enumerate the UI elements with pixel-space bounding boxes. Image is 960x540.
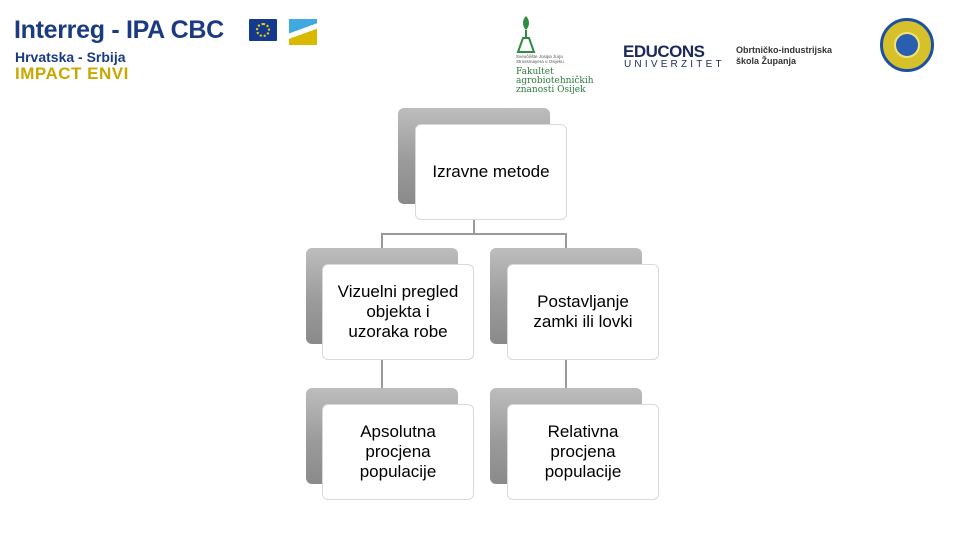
- skola-line-1: Obrtničko-industrijska: [736, 45, 833, 55]
- root-node-label: Izravne metode: [432, 162, 550, 181]
- impact-envi-label: IMPACT ENVI: [15, 64, 129, 83]
- node-4-label: Relativna procjena populacije: [544, 422, 622, 481]
- interreg-title: Interreg - IPA CBC: [14, 16, 224, 44]
- node-2-label: Postavljanje zamki ili lovki: [533, 292, 633, 331]
- educons-logo: [623, 42, 725, 72]
- node-relativna-procjena: [507, 404, 659, 500]
- fakultet-name: Fakultet agrobiotehničkih znanosti Osijek: [516, 67, 594, 95]
- interreg-logo: [14, 16, 324, 82]
- node-apsolutna-procjena: [322, 404, 474, 500]
- plant-flask-icon: [516, 14, 536, 54]
- connector-left-branch: [381, 233, 383, 249]
- connector-right-branch: [565, 233, 567, 249]
- connector-horizontal: [381, 233, 567, 235]
- node-postavljanje-zamki: [507, 264, 659, 360]
- node-vizuelni-pregled: [322, 264, 474, 360]
- seal-emblem-icon: [880, 18, 934, 72]
- educons-name: EDUCONS: [623, 42, 705, 61]
- fakultet-logo: [512, 14, 592, 100]
- node-1-label: Vizuelni pregled objekta i uzoraka robe: [337, 282, 459, 341]
- root-node: [415, 124, 567, 220]
- skola-logo: [736, 45, 846, 69]
- node-3-label: Apsolutna procjena populacije: [359, 422, 437, 481]
- ipa-programme-icon: [289, 19, 317, 45]
- skola-line-2: škola Županja: [736, 56, 797, 66]
- school-seal-logo: [876, 16, 938, 96]
- eu-flag-icon: [249, 19, 277, 41]
- educons-subtitle: UNIVERZITET: [624, 59, 725, 70]
- fakultet-university-text: Sveučilište Josipa Jurja Strossmayera u Osijeku: [516, 54, 564, 64]
- interreg-subtitle: Hrvatska - Srbija: [15, 49, 126, 65]
